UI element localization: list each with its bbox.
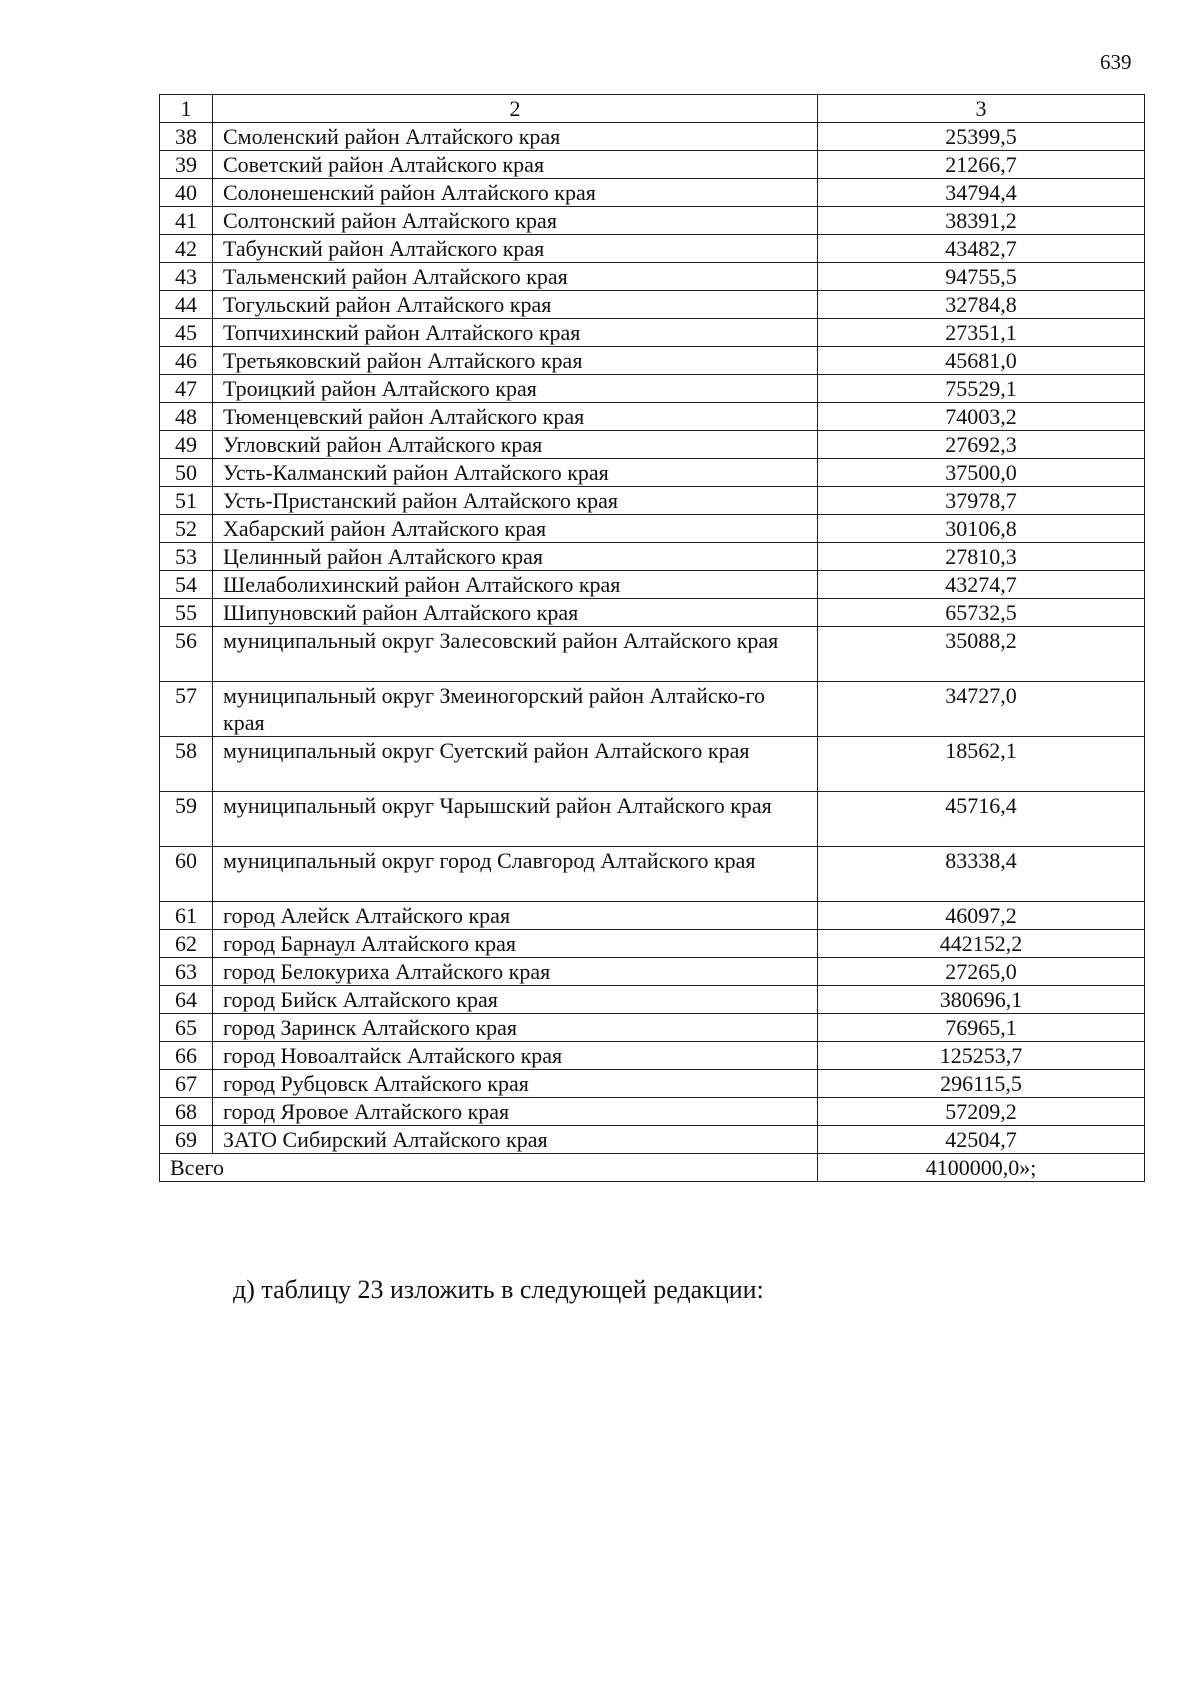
footer-instruction-text: д) таблицу 23 изложить в следующей редакции: xyxy=(233,1275,764,1304)
district-name-cell: муниципальный округ Чарышский район Алтайского края xyxy=(213,792,818,847)
amount-cell: 35088,2 xyxy=(818,627,1145,682)
table-header-row xyxy=(160,95,1145,123)
amount-cell: 76965,1 xyxy=(818,1014,1145,1042)
table-row xyxy=(160,431,1145,459)
table-row xyxy=(160,930,1145,958)
district-name-cell: Угловский район Алтайского края xyxy=(213,431,818,459)
amount-cell: 45681,0 xyxy=(818,347,1145,375)
row-number-cell: 62 xyxy=(160,930,213,958)
district-name-cell: Троицкий район Алтайского края xyxy=(213,375,818,403)
amount-cell: 442152,2 xyxy=(818,930,1145,958)
total-amount-cell: 4100000,0»; xyxy=(818,1154,1145,1182)
row-number-cell: 56 xyxy=(160,627,213,682)
amount-cell: 74003,2 xyxy=(818,403,1145,431)
amount-cell: 27265,0 xyxy=(818,958,1145,986)
table-row xyxy=(160,847,1145,902)
row-number-cell: 58 xyxy=(160,737,213,792)
district-name-cell: город Барнаул Алтайского края xyxy=(213,930,818,958)
district-name-cell: город Яровое Алтайского края xyxy=(213,1098,818,1126)
table-row xyxy=(160,291,1145,319)
district-name-cell: Табунский район Алтайского края xyxy=(213,235,818,263)
table-row xyxy=(160,487,1145,515)
amount-cell: 32784,8 xyxy=(818,291,1145,319)
table-row xyxy=(160,1098,1145,1126)
header-cell-2: 2 xyxy=(213,95,818,123)
row-number-cell: 48 xyxy=(160,403,213,431)
district-name-cell: муниципальный округ Суетский район Алтайского края xyxy=(213,737,818,792)
amount-cell: 43274,7 xyxy=(818,571,1145,599)
row-number-cell: 69 xyxy=(160,1126,213,1154)
row-number-cell: 44 xyxy=(160,291,213,319)
table-row xyxy=(160,543,1145,571)
row-number-cell: 49 xyxy=(160,431,213,459)
row-number-cell: 54 xyxy=(160,571,213,599)
amount-cell: 75529,1 xyxy=(818,375,1145,403)
header-cell-1: 1 xyxy=(160,95,213,123)
district-name-cell: Солтонский район Алтайского края xyxy=(213,207,818,235)
table-row xyxy=(160,986,1145,1014)
amount-cell: 30106,8 xyxy=(818,515,1145,543)
page-number: 639 xyxy=(1100,50,1132,74)
district-name-cell: Тальменский район Алтайского края xyxy=(213,263,818,291)
table-row xyxy=(160,263,1145,291)
table-row xyxy=(160,737,1145,792)
row-number-cell: 63 xyxy=(160,958,213,986)
district-name-cell: город Бийск Алтайского края xyxy=(213,986,818,1014)
amount-cell: 57209,2 xyxy=(818,1098,1145,1126)
amount-cell: 83338,4 xyxy=(818,847,1145,902)
row-number-cell: 65 xyxy=(160,1014,213,1042)
district-name-cell: город Новоалтайск Алтайского края xyxy=(213,1042,818,1070)
district-name-cell: муниципальный округ Змеиногорский район Алтайско-го края xyxy=(213,682,818,737)
table-row xyxy=(160,515,1145,543)
row-number-cell: 41 xyxy=(160,207,213,235)
amount-cell: 42504,7 xyxy=(818,1126,1145,1154)
table-row xyxy=(160,571,1145,599)
row-number-cell: 53 xyxy=(160,543,213,571)
row-number-cell: 68 xyxy=(160,1098,213,1126)
district-name-cell: город Белокуриха Алтайского края xyxy=(213,958,818,986)
table-row xyxy=(160,599,1145,627)
amount-cell: 65732,5 xyxy=(818,599,1145,627)
amount-cell: 45716,4 xyxy=(818,792,1145,847)
amount-cell: 21266,7 xyxy=(818,151,1145,179)
table-body xyxy=(160,95,1145,1182)
row-number-cell: 47 xyxy=(160,375,213,403)
row-number-cell: 57 xyxy=(160,682,213,737)
table-row xyxy=(160,1042,1145,1070)
district-name-cell: муниципальный округ город Славгород Алтайского края xyxy=(213,847,818,902)
row-number-cell: 67 xyxy=(160,1070,213,1098)
row-number-cell: 45 xyxy=(160,319,213,347)
table-row xyxy=(160,1014,1145,1042)
row-number-cell: 46 xyxy=(160,347,213,375)
allocation-table xyxy=(159,94,1145,1182)
table-row xyxy=(160,627,1145,682)
row-number-cell: 43 xyxy=(160,263,213,291)
table-row xyxy=(160,1070,1145,1098)
table-row xyxy=(160,1126,1145,1154)
district-name-cell: Третьяковский район Алтайского края xyxy=(213,347,818,375)
district-name-cell: ЗАТО Сибирский Алтайского края xyxy=(213,1126,818,1154)
table-row xyxy=(160,207,1145,235)
row-number-cell: 42 xyxy=(160,235,213,263)
district-name-cell: Советский район Алтайского края xyxy=(213,151,818,179)
amount-cell: 27810,3 xyxy=(818,543,1145,571)
row-number-cell: 59 xyxy=(160,792,213,847)
table-row xyxy=(160,179,1145,207)
row-number-cell: 61 xyxy=(160,902,213,930)
amount-cell: 296115,5 xyxy=(818,1070,1145,1098)
table-row xyxy=(160,375,1145,403)
amount-cell: 27351,1 xyxy=(818,319,1145,347)
table-row xyxy=(160,792,1145,847)
row-number-cell: 52 xyxy=(160,515,213,543)
table-row xyxy=(160,682,1145,737)
district-name-cell: Усть-Калманский район Алтайского края xyxy=(213,459,818,487)
row-number-cell: 55 xyxy=(160,599,213,627)
amount-cell: 38391,2 xyxy=(818,207,1145,235)
district-name-cell: Целинный район Алтайского края xyxy=(213,543,818,571)
table-row xyxy=(160,319,1145,347)
amount-cell: 37500,0 xyxy=(818,459,1145,487)
row-number-cell: 39 xyxy=(160,151,213,179)
row-number-cell: 40 xyxy=(160,179,213,207)
amount-cell: 43482,7 xyxy=(818,235,1145,263)
table-row xyxy=(160,347,1145,375)
district-name-cell: город Рубцовск Алтайского края xyxy=(213,1070,818,1098)
table-row xyxy=(160,403,1145,431)
amount-cell: 46097,2 xyxy=(818,902,1145,930)
table-row xyxy=(160,235,1145,263)
amount-cell: 37978,7 xyxy=(818,487,1145,515)
district-name-cell: муниципальный округ Залесовский район Алтайского края xyxy=(213,627,818,682)
total-label-cell: Всего xyxy=(160,1154,818,1182)
table-row xyxy=(160,958,1145,986)
district-name-cell: Шипуновский район Алтайского края xyxy=(213,599,818,627)
row-number-cell: 50 xyxy=(160,459,213,487)
district-name-cell: Топчихинский район Алтайского края xyxy=(213,319,818,347)
amount-cell: 125253,7 xyxy=(818,1042,1145,1070)
amount-cell: 27692,3 xyxy=(818,431,1145,459)
header-cell-3: 3 xyxy=(818,95,1145,123)
table-row xyxy=(160,459,1145,487)
row-number-cell: 51 xyxy=(160,487,213,515)
amount-cell: 380696,1 xyxy=(818,986,1145,1014)
amount-cell: 18562,1 xyxy=(818,737,1145,792)
row-number-cell: 66 xyxy=(160,1042,213,1070)
district-name-cell: Солонешенский район Алтайского края xyxy=(213,179,818,207)
row-number-cell: 60 xyxy=(160,847,213,902)
table-row xyxy=(160,902,1145,930)
amount-cell: 25399,5 xyxy=(818,123,1145,151)
row-number-cell: 38 xyxy=(160,123,213,151)
district-name-cell: Шелаболихинский район Алтайского края xyxy=(213,571,818,599)
table-row xyxy=(160,123,1145,151)
district-name-cell: город Алейск Алтайского края xyxy=(213,902,818,930)
district-name-cell: Тюменцевский район Алтайского края xyxy=(213,403,818,431)
table-row xyxy=(160,151,1145,179)
district-name-cell: Хабарский район Алтайского края xyxy=(213,515,818,543)
district-name-cell: город Заринск Алтайского края xyxy=(213,1014,818,1042)
district-name-cell: Смоленский район Алтайского края xyxy=(213,123,818,151)
amount-cell: 34727,0 xyxy=(818,682,1145,737)
row-number-cell: 64 xyxy=(160,986,213,1014)
amount-cell: 34794,4 xyxy=(818,179,1145,207)
district-name-cell: Тогульский район Алтайского края xyxy=(213,291,818,319)
amount-cell: 94755,5 xyxy=(818,263,1145,291)
total-row xyxy=(160,1154,1145,1182)
district-name-cell: Усть-Пристанский район Алтайского края xyxy=(213,487,818,515)
